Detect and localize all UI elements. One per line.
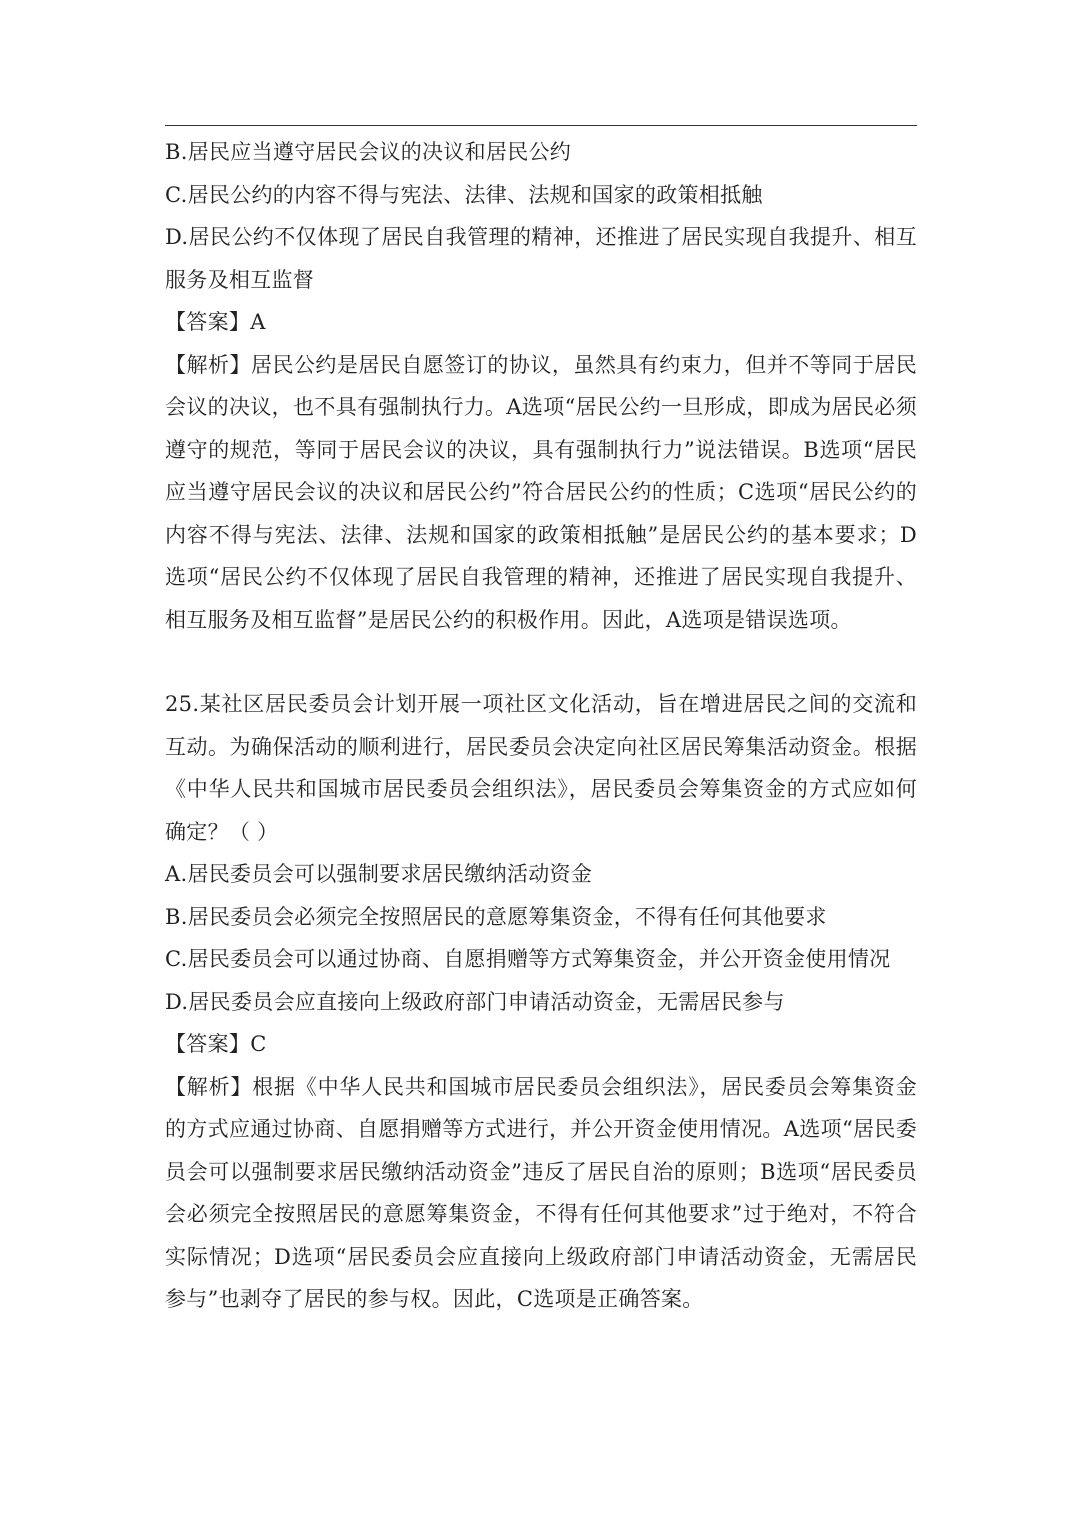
q24-analysis: 【解析】居民公约是居民自愿签订的协议，虽然具有约束力，但并不等同于居民会议的决议，也不具有强制执行力。A选项“居民公约一旦形成，即成为居民必须遵守的规范，等同于居民会议的决议，具有强制执行力”说法错误。B选项“居民应当遵守居民会议的决议和居民公约”符合居民公约的性质；C选项“居民公约的内容不得与宪法、法律、法规和国家的政策相抵触”是居民公约的基本要求；D选项“居民公约不仅体现了居民自我管理的精神，还推进了居民实现自我提升、相互服务及相互监督”是居民公约的积极作用。因此，A选项是错误选项。 [165, 352, 917, 632]
q24-option-b: B.居民应当遵守居民会议的决议和居民公约 [165, 140, 572, 164]
q25-stem: 25.某社区居民委员会计划开展一项社区文化活动，旨在增进居民之间的交流和互动。为确保活动的顺利进行，居民委员会决定向社区居民筹集活动资金。根据《中华人民共和国城市居民委员会组织法》，居民委员会筹集资金的方式应如何确定？（ ） [165, 692, 917, 844]
q25-option-a: A.居民委员会可以强制要求居民缴纳活动资金 [165, 862, 593, 886]
q25-option-b: B.居民委员会必须完全按照居民的意愿筹集资金，不得有任何其他要求 [165, 904, 827, 929]
header-rule [165, 125, 917, 126]
q25-option-d: D.居民委员会应直接向上级政府部门申请活动资金，无需居民参与 [165, 989, 785, 1014]
q25-analysis: 【解析】根据《中华人民共和国城市居民委员会组织法》，居民委员会筹集资金的方式应通过协商、自愿捐赠等方式进行，并公开资金使用情况。A选项“居民委员会可以强制要求居民缴纳活动资金”违反了居民自治的原则；B选项“居民委员会必须完全按照居民的意愿筹集资金，不得有任何其他要求”过于绝对，不符合实际情况；D选项“居民委员会应直接向上级政府部门申请活动资金，无需居民参与”也剥夺了居民的参与权。因此，C选项是正确答案。 [165, 1074, 917, 1311]
question-25 [165, 683, 917, 1321]
q24-option-c: C.居民公约的内容不得与宪法、法律、法规和国家的政策相抵触 [165, 182, 763, 207]
q25-option-c: C.居民委员会可以通过协商、自愿捐赠等方式筹集资金，并公开资金使用情况 [165, 947, 891, 971]
question-24-continuation [165, 131, 917, 641]
q25-answer: 【答案】C [165, 1032, 267, 1056]
q24-answer: 【答案】A [165, 310, 266, 334]
q24-option-d: D.居民公约不仅体现了居民自我管理的精神，还推进了居民实现自我提升、相互服务及相互监督 [165, 225, 917, 292]
